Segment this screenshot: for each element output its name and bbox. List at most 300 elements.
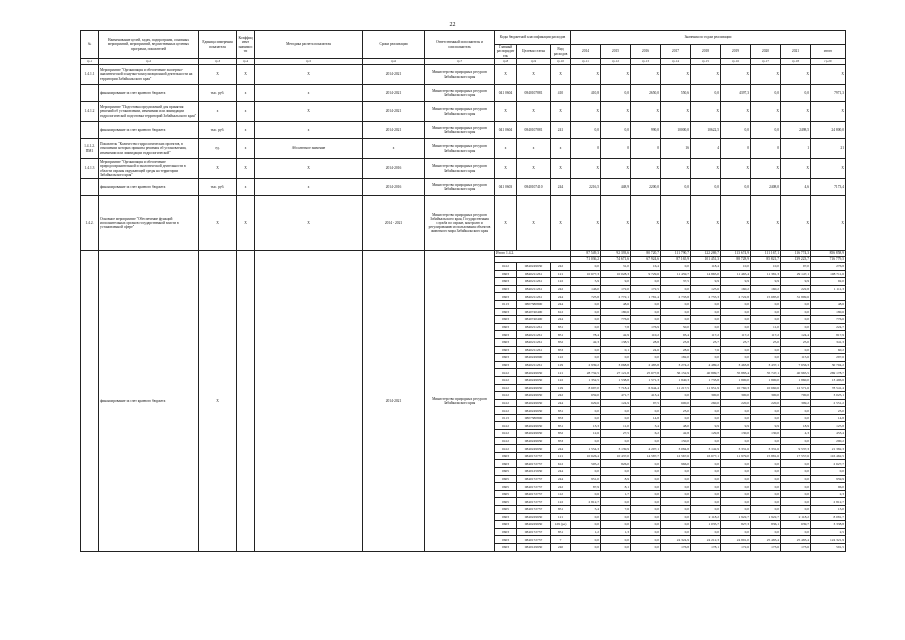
year-value-cell: 0,0 xyxy=(661,308,691,316)
total-value-cell: 276,8 xyxy=(811,263,846,271)
method-cell: Абсолютное значение xyxy=(255,139,363,159)
grbs-cell: 0603 xyxy=(495,308,517,316)
total-value-cell: 2 627,7 xyxy=(811,460,846,468)
total-value-cell: 13,0 xyxy=(811,506,846,514)
year-value-cell: 16,4 xyxy=(631,263,661,271)
year-value-cell: 0,0 xyxy=(751,316,781,324)
coef-cell: х xyxy=(237,179,255,196)
year-value-cell: 122 269,7 xyxy=(691,251,721,257)
vid-cell: 612 xyxy=(551,308,571,316)
target-cell: 0840249930 xyxy=(517,407,551,415)
grbs-cell: 0603 xyxy=(495,361,517,369)
total-value-cell: 3 025,1 xyxy=(811,392,846,400)
year-value-cell: 0,0 xyxy=(691,179,721,196)
year-value-cell: 0,0 xyxy=(631,460,661,468)
year-value-cell: 1 781,4 xyxy=(631,293,661,301)
year-value-cell: Х xyxy=(571,65,601,85)
year-value-cell: 11 217,5 xyxy=(661,384,691,392)
year-value-cell: 10 660,6 xyxy=(751,384,781,392)
year-value-cell: 1 860,0 xyxy=(781,376,811,384)
year-value-cell: 10 437,0 xyxy=(601,452,631,460)
year-value-cell: 124,4 xyxy=(781,331,811,339)
total-value-cell: 24 800,0 xyxy=(811,122,846,139)
year-value-cell: 97,0 xyxy=(781,263,811,271)
grbs-cell: 0412 xyxy=(495,430,517,438)
year-value-cell: 48,0 xyxy=(661,422,691,430)
year-value-cell: 111 167,1 xyxy=(751,251,781,257)
vid-cell: 852 xyxy=(551,430,571,438)
year-value-cell: Х xyxy=(691,102,721,122)
year-value-cell: 0,0 xyxy=(721,122,751,139)
year-value-cell: 776,6 xyxy=(601,316,631,324)
year-value-cell: 80 720,7 xyxy=(631,251,661,257)
year-value-cell: 42,3 xyxy=(571,338,601,346)
target-cell: 0840740400 xyxy=(517,308,551,316)
row-number-cell: 1.4.1.2 xyxy=(81,102,99,122)
year-value-cell: 0,0 xyxy=(721,354,751,362)
col-header-values: Значения по годам реализации xyxy=(571,31,846,45)
total-value-cell: 716 779,5 xyxy=(811,257,846,263)
grbs-cell: 041 0603 xyxy=(495,179,517,196)
year-value-cell: 111 790,7 xyxy=(661,251,691,257)
year-value-cell: 35 747,1 xyxy=(751,369,781,377)
total-value-cell: 0,0 xyxy=(811,468,846,476)
year-value-cell: 3 084,8 xyxy=(661,445,691,453)
coef-cell: Х xyxy=(237,65,255,85)
year-value-cell: Х xyxy=(781,102,811,122)
year-value-cell: 0,0 xyxy=(571,300,601,308)
year-value-cell: 9,9 xyxy=(751,278,781,286)
year-value-cell: 0,0 xyxy=(571,407,601,415)
year-value-cell: 0,0 xyxy=(781,346,811,354)
col-header-no: № xyxy=(81,31,99,59)
row-name-cell: Мероприятие "Подготовка предложений для принятия решений об установлении, изменении или ликвидации гидрологической подготовка территорий Забайкальского края" xyxy=(99,102,199,122)
year-value-cell: Х xyxy=(601,159,631,179)
year-value-cell: 12 567,6 xyxy=(661,452,691,460)
year-value-cell: 0,0 xyxy=(781,323,811,331)
method-cell: х xyxy=(255,85,363,102)
total-value-cell: 1 111,3 xyxy=(811,285,846,293)
target-cell: 0807380800 xyxy=(517,414,551,422)
year-value-cell: 0,0 xyxy=(571,308,601,316)
year-value-cell: 0,0 xyxy=(661,179,691,196)
year-value-cell: 0,0 xyxy=(601,468,631,476)
year-value-cell: 35 883,4 xyxy=(721,369,751,377)
vid-cell: 244 xyxy=(551,316,571,324)
col-header-year: 2016 xyxy=(631,45,661,59)
page-number: 22 xyxy=(449,22,456,28)
target-cell: 0840211261 xyxy=(517,323,551,331)
row-number-cell: 1.4.2. xyxy=(81,196,99,251)
year-value-cell: 700,0 xyxy=(781,392,811,400)
year-value-cell: 130,0 xyxy=(751,430,781,438)
year-value-cell: 172,6 xyxy=(721,543,751,551)
program-row xyxy=(81,196,846,251)
grbs-cell: 0603 xyxy=(495,293,517,301)
program-row xyxy=(81,139,846,159)
year-value-cell: 14,8 xyxy=(631,414,661,422)
vid-cell: 244 xyxy=(551,399,571,407)
year-value-cell: 0,0 xyxy=(631,498,661,506)
year-value-cell: 0,0 xyxy=(691,407,721,415)
year-value-cell: 10000,0 xyxy=(661,122,691,139)
year-value-cell: 0,0 xyxy=(661,263,691,271)
period-cell: 2014-2021 xyxy=(363,65,425,85)
target-cell: 0840249930 xyxy=(517,430,551,438)
year-value-cell: 0,0 xyxy=(631,316,661,324)
vid-cell: 853 xyxy=(551,346,571,354)
column-index-cell: гр.5 xyxy=(255,59,363,65)
year-value-cell: 0,0 xyxy=(631,543,661,551)
year-value-cell: 0,0 xyxy=(631,490,661,498)
grbs-cell: 0113 xyxy=(495,300,517,308)
year-value-cell: 0,0 xyxy=(631,278,661,286)
coef-cell: х xyxy=(237,122,255,139)
total-value-cell: 23,0 xyxy=(811,407,846,415)
col-header-kbk: Коды бюджетной классификации расходов xyxy=(495,31,571,45)
grbs-cell: 0603 xyxy=(495,521,517,529)
total-value-cell: 269 178,7 xyxy=(811,369,846,377)
row-name-cell: Показатель "Количество гидрологических проектов, в отношении которых приняты решения об установлении, изменении или ликвидации гидрологической" xyxy=(99,139,199,159)
column-index-cell: гр.9 xyxy=(517,59,551,65)
year-value-cell: 0,0 xyxy=(721,528,751,536)
target-cell: 0840211261 xyxy=(517,285,551,293)
total-value-cell: 48,6 xyxy=(811,300,846,308)
year-value-cell: 0,0 xyxy=(661,414,691,422)
grbs-cell: 0603 xyxy=(495,323,517,331)
row-number-cell xyxy=(81,179,99,196)
row-name-cell: Мероприятие "Организация и обеспечение экспертно-аналитической и научно-консультационной деятельности на территории Забайкальского края" xyxy=(99,65,199,85)
target-cell: 0840172737 xyxy=(517,475,551,483)
year-value-cell: 0,0 xyxy=(721,483,751,491)
target-cell: 0840172737 xyxy=(517,452,551,460)
year-value-cell: 16 677,1 xyxy=(691,452,721,460)
year-value-cell: 0,0 xyxy=(691,528,721,536)
target-cell: 0840107410 xyxy=(517,179,551,196)
executor-cell: Министерство природных ресурсов Забайкальского края xyxy=(425,65,495,85)
target-cell: 0840249930 xyxy=(517,376,551,384)
row-name-cell: Мероприятие "Организация и обеспечение природоохранительной и экологической деятельности в области охраны окружающей среды на территории Забайкальского края" xyxy=(99,159,199,179)
executor-cell: Министерство природных ресурсов Забайкальского края xyxy=(425,102,495,122)
year-value-cell: 25,0 xyxy=(751,338,781,346)
col-header-year: 2020 xyxy=(751,45,781,59)
year-value-cell: 93,4 xyxy=(661,331,691,339)
vid-cell: 7 xyxy=(551,536,571,544)
year-value-cell: 3 068,8 xyxy=(601,361,631,369)
year-value-cell: 0,0 xyxy=(661,483,691,491)
year-value-cell: 0,0 xyxy=(781,483,811,491)
grbs-cell: 041 0604 xyxy=(495,85,517,102)
year-value-cell: 448,9 xyxy=(601,179,631,196)
vid-cell: 242 xyxy=(551,263,571,271)
year-value-cell: 28 732,5 xyxy=(571,369,601,377)
year-value-cell: 173,6 xyxy=(781,543,811,551)
total-value-cell: 591,5 xyxy=(811,543,846,551)
year-value-cell: Х xyxy=(601,102,631,122)
year-value-cell: 0,0 xyxy=(601,85,631,102)
year-value-cell: 0,0 xyxy=(691,483,721,491)
year-value-cell: 9 537,3 xyxy=(781,445,811,453)
target-cell: 0840129930 xyxy=(517,543,551,551)
vid-cell: 121 xyxy=(551,513,571,521)
year-value-cell: 6 944,4 xyxy=(631,384,661,392)
year-value-cell: 31 899,6 xyxy=(781,293,811,301)
year-value-cell: 0,0 xyxy=(631,308,661,316)
row-number-cell xyxy=(81,251,99,552)
vid-cell: 242 xyxy=(551,483,571,491)
year-value-cell: 0,0 xyxy=(751,437,781,445)
year-value-cell: 0,0 xyxy=(691,316,721,324)
year-value-cell: 0,0 xyxy=(571,414,601,422)
year-value-cell: 0,0 xyxy=(721,316,751,324)
target-cell: 0840249930 xyxy=(517,392,551,400)
total-value-cell: 297,6 xyxy=(811,354,846,362)
year-value-cell: 3 463,8 xyxy=(721,361,751,369)
vid-cell: 244 xyxy=(551,300,571,308)
year-value-cell: 413,4 xyxy=(631,392,661,400)
year-value-cell: 138,5 xyxy=(601,338,631,346)
vid-cell: 240 xyxy=(551,543,571,551)
year-value-cell: 4397,3 xyxy=(721,85,751,102)
year-value-cell: 0,0 xyxy=(601,543,631,551)
year-value-cell: 2 485,8 xyxy=(631,361,661,369)
vid-cell: 242 xyxy=(551,392,571,400)
column-index-cell: гр.18 xyxy=(781,59,811,65)
year-value-cell: 8 697,0 xyxy=(571,384,601,392)
column-index-cell: гр.17 xyxy=(751,59,781,65)
year-value-cell: 11 381,3 xyxy=(751,270,781,278)
year-value-cell: 4,3 xyxy=(781,430,811,438)
unit-cell: х xyxy=(199,102,237,122)
grbs-cell: 0412 xyxy=(495,445,517,453)
year-value-cell: 550,6 xyxy=(661,85,691,102)
year-value-cell: 0,0 xyxy=(751,460,781,468)
target-cell: 0840211261 xyxy=(517,346,551,354)
grbs-cell: 0603 xyxy=(495,270,517,278)
year-value-cell: 97,5 xyxy=(631,399,661,407)
year-value-cell: 0,0 xyxy=(601,122,631,139)
year-value-cell: 0,0 xyxy=(691,506,721,514)
vid-cell: 129 (ре) xyxy=(551,521,571,529)
program-row xyxy=(81,65,846,85)
grbs-cell: 0605 xyxy=(495,468,517,476)
target-cell: 0840249930 xyxy=(517,263,551,271)
year-value-cell: Х xyxy=(571,102,601,122)
grbs-cell: 0605 xyxy=(495,490,517,498)
period-cell: 2014-2016 xyxy=(363,159,425,179)
year-value-cell: 300,0 xyxy=(691,392,721,400)
year-value-cell: 88 728,9 xyxy=(721,257,751,263)
total-label-cell: Итого 1.4.2. xyxy=(495,251,571,257)
year-value-cell: 101 451,3 xyxy=(691,257,721,263)
grbs-cell: 0412 xyxy=(495,392,517,400)
year-value-cell: Х xyxy=(721,102,751,122)
year-value-cell: Х xyxy=(691,159,721,179)
year-value-cell: 2 939,2 xyxy=(571,361,601,369)
year-value-cell: 0,0 xyxy=(721,414,751,422)
total-value-cell: 96,0 xyxy=(811,483,846,491)
target-cell: 0840249930 xyxy=(517,369,551,377)
year-value-cell: 1 922,7 xyxy=(721,513,751,521)
grbs-cell: 0603 xyxy=(495,528,517,536)
year-value-cell: 2 733,8 xyxy=(661,293,691,301)
year-value-cell: 0,0 xyxy=(631,475,661,483)
year-value-cell: 24 324,9 xyxy=(661,536,691,544)
year-value-cell: 0 xyxy=(631,139,661,159)
year-value-cell: 827,3 xyxy=(721,521,751,529)
year-value-cell: 2 118,2 xyxy=(781,513,811,521)
year-value-cell: 505,2 xyxy=(571,460,601,468)
total-value-cell: 2,3 xyxy=(811,490,846,498)
year-value-cell: 9,0 xyxy=(601,278,631,286)
year-value-cell: 71 036,2 xyxy=(571,257,601,263)
total-value-cell: 8 081,7 xyxy=(811,513,846,521)
year-value-cell: 0,0 xyxy=(691,490,721,498)
year-value-cell: 0,0 xyxy=(571,346,601,354)
year-value-cell: 27,5 xyxy=(601,430,631,438)
grbs-cell: Х xyxy=(495,102,517,122)
year-value-cell: 2498,5 xyxy=(781,122,811,139)
total-value-cell: 856 858,9 xyxy=(811,251,846,257)
year-value-cell: 1 554,3 xyxy=(571,445,601,453)
year-value-cell: Х xyxy=(631,159,661,179)
period-cell: х xyxy=(363,139,425,159)
vid-cell: 122 xyxy=(551,376,571,384)
unit-cell: Х xyxy=(199,196,237,251)
year-value-cell: 1 571,3 xyxy=(631,376,661,384)
total-value-cell: 14,8 xyxy=(811,414,846,422)
year-value-cell: 130,0 xyxy=(721,430,751,438)
year-value-cell: 0,0 xyxy=(751,300,781,308)
year-value-cell: 300,0 xyxy=(721,392,751,400)
year-value-cell: 0,0 xyxy=(571,323,601,331)
year-value-cell: 10,0 xyxy=(751,263,781,271)
year-value-cell: 11,0 xyxy=(751,323,781,331)
total-value-cell: 453,4 xyxy=(811,430,846,438)
year-value-cell: 0,0 xyxy=(631,521,661,529)
year-value-cell: 0,0 xyxy=(721,323,751,331)
year-value-cell: 7,8 xyxy=(601,323,631,331)
year-value-cell: Х xyxy=(721,159,751,179)
year-value-cell: 11 951,9 xyxy=(691,384,721,392)
year-value-cell: 172,5 xyxy=(631,285,661,293)
method-cell: Х xyxy=(255,102,363,122)
year-value-cell: 92 393,6 xyxy=(601,251,631,257)
year-value-cell: 220,0 xyxy=(751,399,781,407)
year-value-cell: Х xyxy=(601,196,631,251)
year-value-cell: Х xyxy=(631,196,661,251)
vid-cell: 244 xyxy=(551,179,571,196)
grbs-cell: 0603 xyxy=(495,278,517,286)
year-value-cell: 0,0 xyxy=(691,300,721,308)
column-index-cell: гр.8 xyxy=(495,59,517,65)
year-value-cell: 222,8 xyxy=(781,285,811,293)
target-cell: 0840211261 xyxy=(517,361,551,369)
col-header-executor: Ответственный исполнитель и соисполнитель xyxy=(425,31,495,59)
year-value-cell: Х xyxy=(781,196,811,251)
unit-cell: Х xyxy=(199,159,237,179)
year-value-cell: Х xyxy=(631,65,661,85)
year-value-cell: 10 760,3 xyxy=(721,384,751,392)
target-cell: Х xyxy=(517,159,551,179)
year-value-cell: Х xyxy=(661,102,691,122)
target-cell: 0840172737 xyxy=(517,483,551,491)
year-value-cell: 17 557,6 xyxy=(781,452,811,460)
year-value-cell: 2 722,8 xyxy=(721,293,751,301)
coef-cell xyxy=(237,251,255,552)
year-value-cell: 6,2 xyxy=(631,430,661,438)
year-value-cell: 0,0 xyxy=(721,308,751,316)
year-value-cell: 4,6 xyxy=(781,179,811,196)
year-value-cell: 0,0 xyxy=(781,460,811,468)
vid-cell: 410 xyxy=(551,85,571,102)
grbs-cell: Х xyxy=(495,65,517,85)
grbs-cell: 0113 xyxy=(495,414,517,422)
vid-cell: 851 xyxy=(551,422,571,430)
target-cell: 0840107881 xyxy=(517,122,551,139)
year-value-cell: 9 729,6 xyxy=(631,270,661,278)
row-number-cell: 1.4.1.3 xyxy=(81,159,99,179)
year-value-cell: Х xyxy=(691,196,721,251)
year-value-cell: 11 459,7 xyxy=(661,270,691,278)
total-value-cell: 108 711,6 xyxy=(811,270,846,278)
year-value-cell: 0,1 xyxy=(601,346,631,354)
grbs-cell: 0412 xyxy=(495,407,517,415)
column-index-cell: гр.13 xyxy=(631,59,661,65)
year-value-cell: 0 xyxy=(601,139,631,159)
period-cell: 2014 - 2021 xyxy=(363,196,425,251)
year-value-cell: 3,4 xyxy=(631,422,661,430)
year-value-cell: 0,0 xyxy=(781,85,811,102)
vid-cell: 831 xyxy=(551,407,571,415)
year-value-cell: 300,0 xyxy=(751,392,781,400)
year-value-cell: 0,0 xyxy=(631,528,661,536)
column-index-cell: гр.10 xyxy=(551,59,571,65)
year-value-cell: 659,0 xyxy=(571,392,601,400)
year-value-cell: 0,0 xyxy=(721,490,751,498)
year-value-cell: 639,7 xyxy=(781,521,811,529)
vid-cell: 122 xyxy=(551,354,571,362)
year-value-cell: 28,8 xyxy=(631,338,661,346)
year-value-cell: 0,0 xyxy=(751,483,781,491)
year-value-cell: 0,0 xyxy=(751,407,781,415)
grbs-cell: 0412 xyxy=(495,376,517,384)
year-value-cell: 0,0 xyxy=(691,85,721,102)
year-value-cell: 0 xyxy=(721,139,751,159)
year-value-cell: 0,0 xyxy=(601,536,631,544)
year-value-cell: 600,0 xyxy=(661,399,691,407)
year-value-cell: 139 223,7 xyxy=(781,257,811,263)
year-value-cell: 0,0 xyxy=(751,490,781,498)
year-value-cell: 23,7 xyxy=(721,338,751,346)
year-value-cell: 0,0 xyxy=(661,521,691,529)
year-value-cell: 10 677,3 xyxy=(571,270,601,278)
target-cell: 0840249930 xyxy=(517,384,551,392)
year-value-cell: 12 571,6 xyxy=(781,384,811,392)
executor-cell: Министерство природных ресурсов Забайкальского края xyxy=(425,122,495,139)
year-value-cell: 0,0 xyxy=(661,316,691,324)
year-value-cell: Х xyxy=(691,65,721,85)
year-value-cell: 7 718,4 xyxy=(601,384,631,392)
year-value-cell: 113 674,9 xyxy=(721,251,751,257)
column-index-cell: гр.12 xyxy=(601,59,631,65)
year-value-cell: Х xyxy=(571,159,601,179)
total-value-cell: 959,9 xyxy=(811,475,846,483)
column-index-cell: гр.15 xyxy=(691,59,721,65)
year-value-cell: 0,0 xyxy=(721,460,751,468)
unit-cell: тыс. руб. xyxy=(199,85,237,102)
col-header-method: Методика расчета показателя xyxy=(255,31,363,59)
